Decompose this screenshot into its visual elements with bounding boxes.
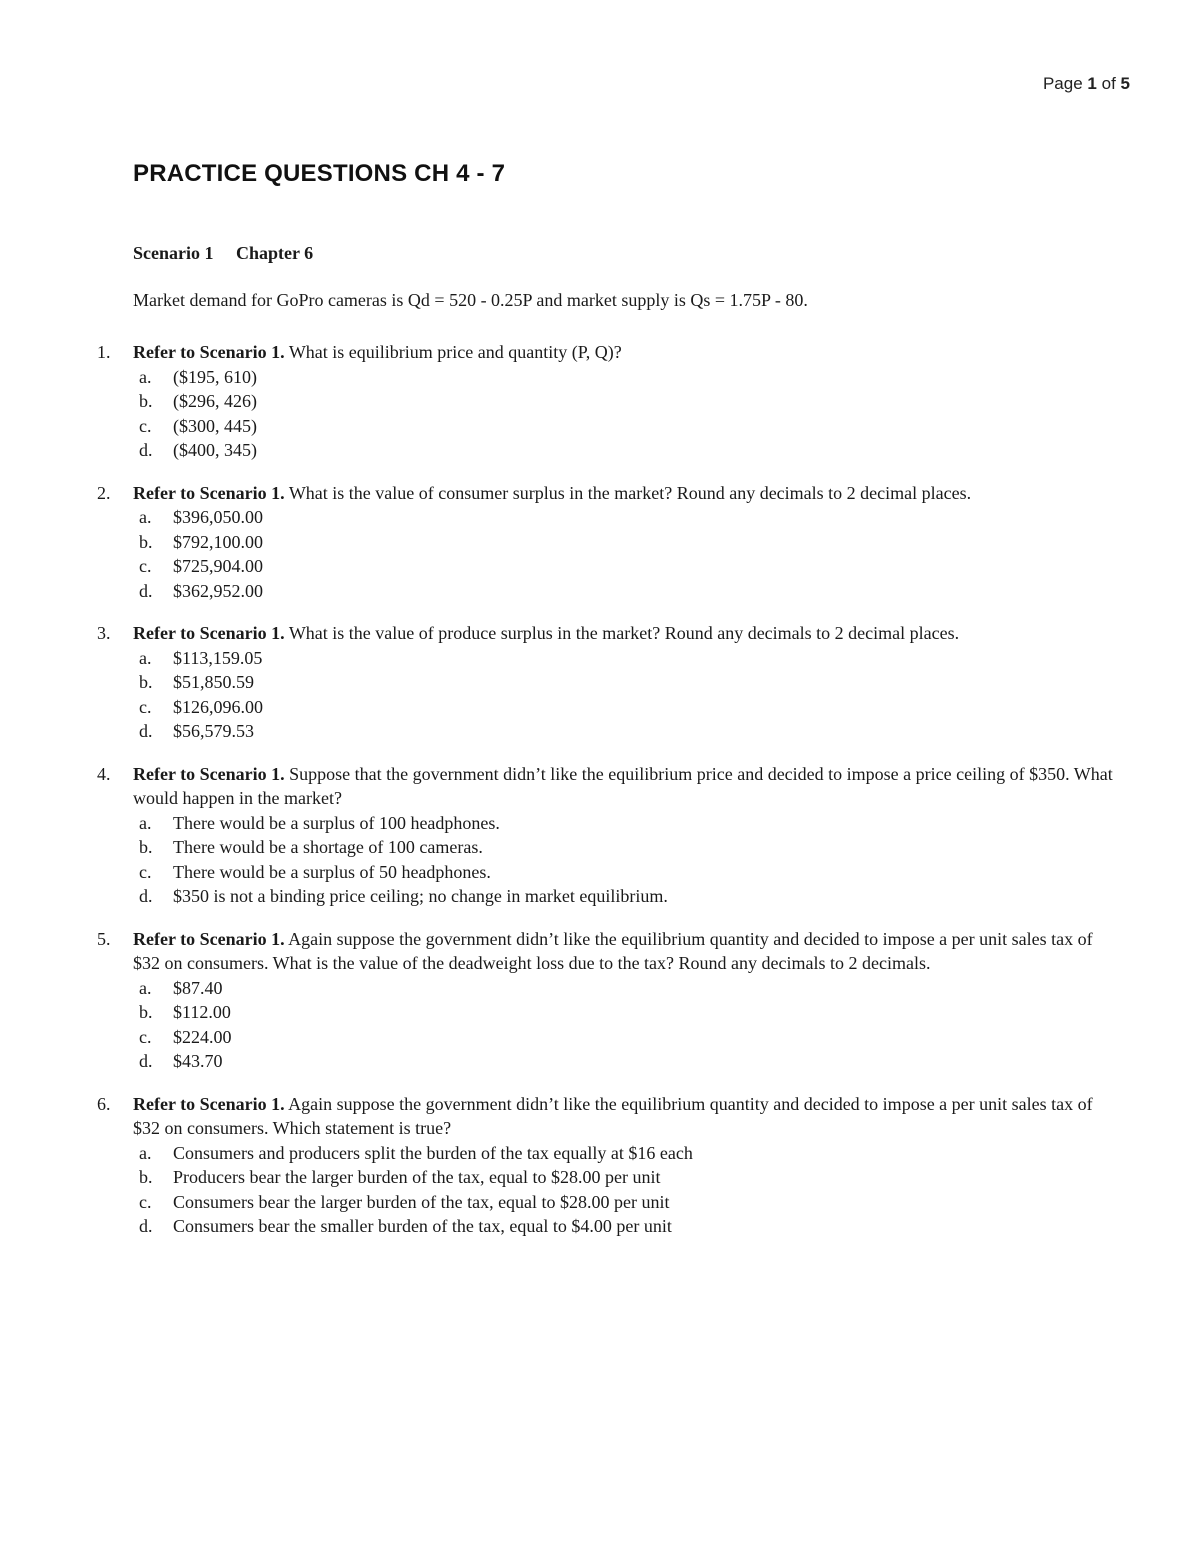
document-title: PRACTICE QUESTIONS CH 4 - 7 (133, 160, 506, 187)
option-letter: d. (139, 886, 153, 906)
question-number: 4. (97, 763, 111, 784)
option-letter: d. (139, 1051, 153, 1071)
option-letter: d. (139, 440, 153, 460)
option-text: $56,579.53 (173, 721, 254, 741)
question-1 (97, 340, 1122, 463)
answer-option (133, 811, 1122, 836)
scenario-description: Market demand for GoPro cameras is Qd = 520 - 0.25P and market supply is Qs = 1.75P - 80. (133, 290, 808, 310)
option-letter: a. (139, 977, 152, 998)
option-letter: c. (139, 556, 152, 576)
option-letter: a. (139, 507, 152, 527)
option-letter: b. (139, 837, 153, 857)
option-text: $112.00 (173, 1002, 231, 1022)
scenario-label: Scenario 1 (133, 243, 214, 263)
option-letter: a. (139, 812, 152, 833)
question-reference: Refer to Scenario 1. (133, 763, 285, 784)
answer-option (133, 860, 1122, 885)
option-text: Consumers and producers split the burden of the tax equally at $16 each (173, 1142, 693, 1163)
answer-options (133, 365, 1122, 463)
answer-options (133, 646, 1122, 744)
answer-option (133, 505, 1122, 530)
question-list (97, 340, 1122, 1257)
option-text: $362,952.00 (173, 580, 263, 601)
option-text: ($400, 345) (173, 440, 257, 460)
option-letter: c. (139, 1026, 152, 1047)
option-text: There would be a shortage of 100 cameras. (173, 837, 483, 857)
option-letter: b. (139, 531, 153, 552)
answer-option (133, 835, 1122, 860)
question-text: What is the value of produce surplus in the market? Round any decimals to 2 decimal places. (288, 623, 960, 643)
answer-option (133, 365, 1122, 390)
question-number: 6. (97, 1093, 111, 1114)
question-number: 1. (97, 342, 111, 362)
option-text: Producers bear the larger burden of the tax, equal to $28.00 per unit (173, 1167, 661, 1187)
option-text: $350 is not a binding price ceiling; no change in market equilibrium. (173, 886, 668, 906)
option-letter: d. (139, 721, 153, 741)
answer-option (133, 1049, 1122, 1074)
answer-option (133, 1165, 1122, 1190)
option-text: $43.70 (173, 1051, 223, 1071)
answer-option (133, 976, 1122, 1001)
question-number: 3. (97, 623, 111, 643)
option-text: $126,096.00 (173, 696, 263, 717)
option-letter: a. (139, 647, 152, 668)
question-text: Again suppose the government didn’t like the equilibrium quantity and decided to impose a per unit sales tax of $32 on consumers. What is the value of the deadweight loss due to the tax? Round any decimals to 2 decimals. (133, 928, 1093, 973)
answer-option (133, 646, 1122, 671)
question-6 (97, 1092, 1122, 1239)
question-reference: Refer to Scenario 1. (133, 482, 285, 503)
answer-option (133, 438, 1122, 463)
answer-option (133, 884, 1122, 909)
option-text: $792,100.00 (173, 531, 263, 552)
answer-option (133, 579, 1122, 604)
option-text: ($296, 426) (173, 391, 257, 411)
answer-options (133, 1141, 1122, 1239)
answer-option (133, 554, 1122, 579)
answer-option (133, 1190, 1122, 1215)
option-letter: b. (139, 391, 153, 411)
page-number-prefix: Page (1042, 74, 1083, 93)
option-text: $224.00 (173, 1026, 232, 1047)
question-text: Again suppose the government didn’t like the equilibrium quantity and decided to impose a per unit sales tax of $32 on consumers. Which statement is true? (133, 1093, 1093, 1138)
answer-option (133, 1025, 1122, 1050)
option-text: $396,050.00 (173, 507, 263, 527)
question-text: What is equilibrium price and quantity (P, Q)? (288, 342, 622, 362)
answer-option (133, 719, 1122, 744)
scenario-chapter: Chapter 6 (236, 243, 314, 263)
question-text: What is the value of consumer surplus in the market? Round any decimals to 2 decimal places. (288, 482, 972, 503)
question-reference: Refer to Scenario 1. (133, 342, 285, 362)
answer-option (133, 1000, 1122, 1025)
option-letter: a. (139, 366, 152, 387)
answer-option (133, 695, 1122, 720)
option-text: $725,904.00 (173, 556, 263, 576)
option-text: Consumers bear the smaller burden of the tax, equal to $4.00 per unit (173, 1216, 672, 1236)
question-text: Suppose that the government didn’t like the equilibrium price and decided to impose a price ceiling of $350. What would happen in the market? (133, 763, 1113, 808)
page-number-total: 5 (1120, 74, 1130, 93)
option-text: $87.40 (173, 977, 223, 998)
answer-option (133, 389, 1122, 414)
question-reference: Refer to Scenario 1. (133, 1093, 285, 1114)
option-text: ($195, 610) (173, 366, 257, 387)
option-text: $51,850.59 (173, 672, 254, 692)
option-letter: d. (139, 580, 153, 601)
answer-option (133, 1214, 1122, 1239)
answer-option (133, 1141, 1122, 1166)
scenario-heading (133, 243, 313, 264)
page-number (1043, 74, 1130, 94)
answer-option (133, 414, 1122, 439)
option-letter: b. (139, 672, 153, 692)
question-3 (97, 621, 1122, 744)
question-number: 5. (97, 928, 111, 949)
page-number-separator: of (1101, 74, 1116, 93)
question-reference: Refer to Scenario 1. (133, 928, 285, 949)
answer-option (133, 530, 1122, 555)
option-text: Consumers bear the larger burden of the tax, equal to $28.00 per unit (173, 1191, 670, 1212)
option-text: There would be a surplus of 50 headphones. (173, 861, 491, 882)
question-reference: Refer to Scenario 1. (133, 623, 285, 643)
option-letter: a. (139, 1142, 152, 1163)
option-letter: c. (139, 1191, 152, 1212)
question-4 (97, 762, 1122, 909)
question-number: 2. (97, 482, 111, 503)
option-letter: c. (139, 861, 152, 882)
option-letter: c. (139, 415, 152, 436)
option-text: There would be a surplus of 100 headphones. (173, 812, 500, 833)
option-letter: b. (139, 1002, 153, 1022)
page-number-current: 1 (1087, 74, 1097, 93)
option-letter: b. (139, 1167, 153, 1187)
answer-option (133, 670, 1122, 695)
answer-options (133, 811, 1122, 909)
question-5 (97, 927, 1122, 1074)
option-text: $113,159.05 (173, 647, 263, 668)
answer-options (133, 505, 1122, 603)
answer-options (133, 976, 1122, 1074)
question-2 (97, 481, 1122, 604)
option-letter: d. (139, 1216, 153, 1236)
option-letter: c. (139, 696, 152, 717)
option-text: ($300, 445) (173, 415, 257, 436)
